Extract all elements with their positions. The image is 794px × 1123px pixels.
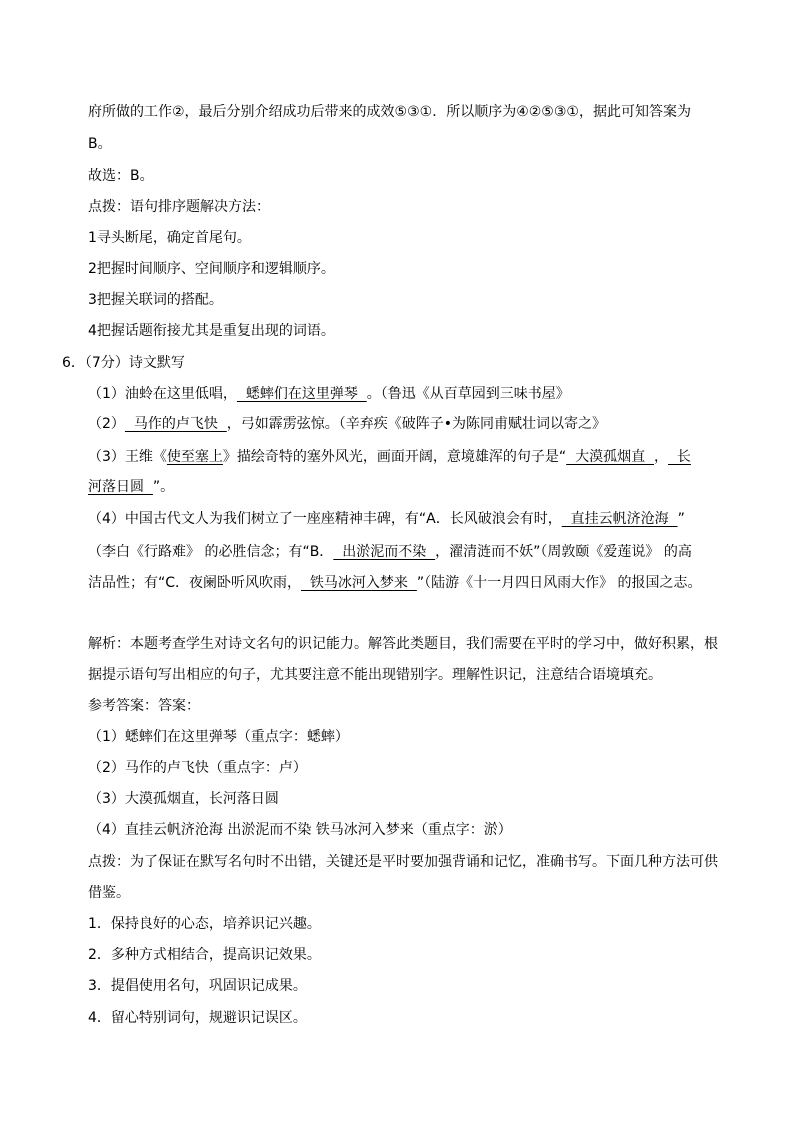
q2-post: ，弓如霹雳弦惊。（辛弃疾《破阵子•为陈同甫赋壮词以寄之》 (226, 416, 606, 432)
q4-line2-pre: （李白《行路难》 的必胜信念；有“B． (88, 544, 334, 560)
question-item-4-line-3 (88, 573, 702, 593)
q4-answer-3: 铁马冰河入梦来 (301, 575, 417, 591)
answer-4: （4）直挂云帆济沧海 出淤泥而不染 铁马冰河入梦来（重点字：淤） (88, 822, 512, 838)
q3-comma: ， (654, 449, 668, 465)
question-item-3-cont (88, 477, 174, 497)
tip-line-2: 借鉴。 (88, 885, 130, 901)
question-item-4 (88, 509, 685, 529)
question-header: 6．（7分）诗文默写 (62, 355, 185, 371)
text-line-2: B。 (88, 136, 112, 152)
text-line-5: 1寻头断尾，确定首尾句。 (88, 230, 251, 246)
answer-2: （2）马作的卢飞快（重点字：卢） (88, 760, 307, 776)
answer-3: （3）大漠孤烟直，长河落日圆 (88, 791, 279, 807)
method-3: 3．提倡使用名句，巩固识记成果。 (88, 978, 307, 994)
reference-answer-title: 参考答案：答案： (88, 698, 200, 714)
text-line-7: 3把握关联词的搭配。 (88, 292, 223, 308)
q2-pre: （2） (88, 416, 125, 432)
q3-answer-2a: 长 (668, 449, 691, 465)
q4-line3-post: ”（陆游《十一月四日风雨大作》 的报国之志。 (416, 575, 702, 591)
q4-answer-1: 直挂云帆济沧海 (561, 511, 678, 527)
q3-title: 使至塞上 (166, 449, 223, 465)
q4-answer-2: 出淤泥而不染 (333, 544, 436, 560)
method-4: 4．留心特别词句，规避识记误区。 (88, 1010, 307, 1026)
q2-answer: 马作的卢飞快 (124, 416, 227, 432)
question-item-3 (88, 447, 691, 467)
text-line-6: 2把握时间顺序、空间顺序和逻辑顺序。 (88, 261, 335, 277)
tip-line-1: 点拨：为了保证在默写名句时不出错，关键还是平时要加强背诵和记忆，准确书写。下面几种方法可供 (88, 854, 718, 870)
q3-answer-2b: 河落日圆 (88, 479, 153, 495)
method-2: 2．多种方式相结合，提高识记效果。 (88, 947, 321, 963)
q3-answer-1: 大漠孤烟直 (566, 449, 654, 465)
q4-line3-pre: 洁品性；有“C．夜阑卧听风吹雨， (88, 575, 302, 591)
q1-answer: 蟋蟀们在这里弹琴 (236, 386, 367, 402)
question-item-2 (88, 414, 606, 434)
text-line-1: 府所做的工作②，最后分别介绍成功后带来的成效⑤③①．所以顺序为④②⑤③①，据此可知答案为 (88, 104, 691, 120)
answer-1: （1）蟋蟀们在这里弹琴（重点字：蟋蟀） (88, 729, 349, 745)
analysis-line-1: 解析：本题考查学生对诗文名句的识记能力。解答此类题目，我们需要在平时的学习中，做好积累，根 (88, 636, 718, 652)
q4-pre: （4）中国古代文人为我们树立了一座座精神丰碑，有“A．长风破浪会有时， (88, 511, 562, 527)
q3-mid: 》描绘奇特的塞外风光，画面开阔，意境雄浑的句子是“ (222, 449, 567, 465)
text-line-8: 4把握话题衔接尤其是重复出现的词语。 (88, 323, 335, 339)
q4-quote-end: ” (677, 511, 685, 527)
method-1: 1．保持良好的心态，培养识记兴趣。 (88, 916, 321, 932)
q3-pre: （3）王维《 (88, 449, 167, 465)
q4-line2-post: ，濯清涟而不妖”（周敦颐《爱莲说》 的高 (435, 544, 692, 560)
q1-post: 。（鲁迅《从百草园到三味书屋》 (366, 386, 570, 402)
question-item-4-line-2 (88, 542, 692, 562)
text-line-4: 点拨：语句排序题解决方法： (88, 199, 270, 215)
q1-pre: （1）油蛉在这里低唱， (88, 386, 237, 402)
q3-post: ”。 (152, 479, 175, 495)
text-line-3: 故选：B。 (88, 168, 154, 184)
question-item-1 (88, 384, 570, 404)
analysis-line-2: 据提示语句写出相应的句子，尤其要注意不能出现错别字。理解性识记，注意结合语境填充。 (88, 667, 662, 683)
